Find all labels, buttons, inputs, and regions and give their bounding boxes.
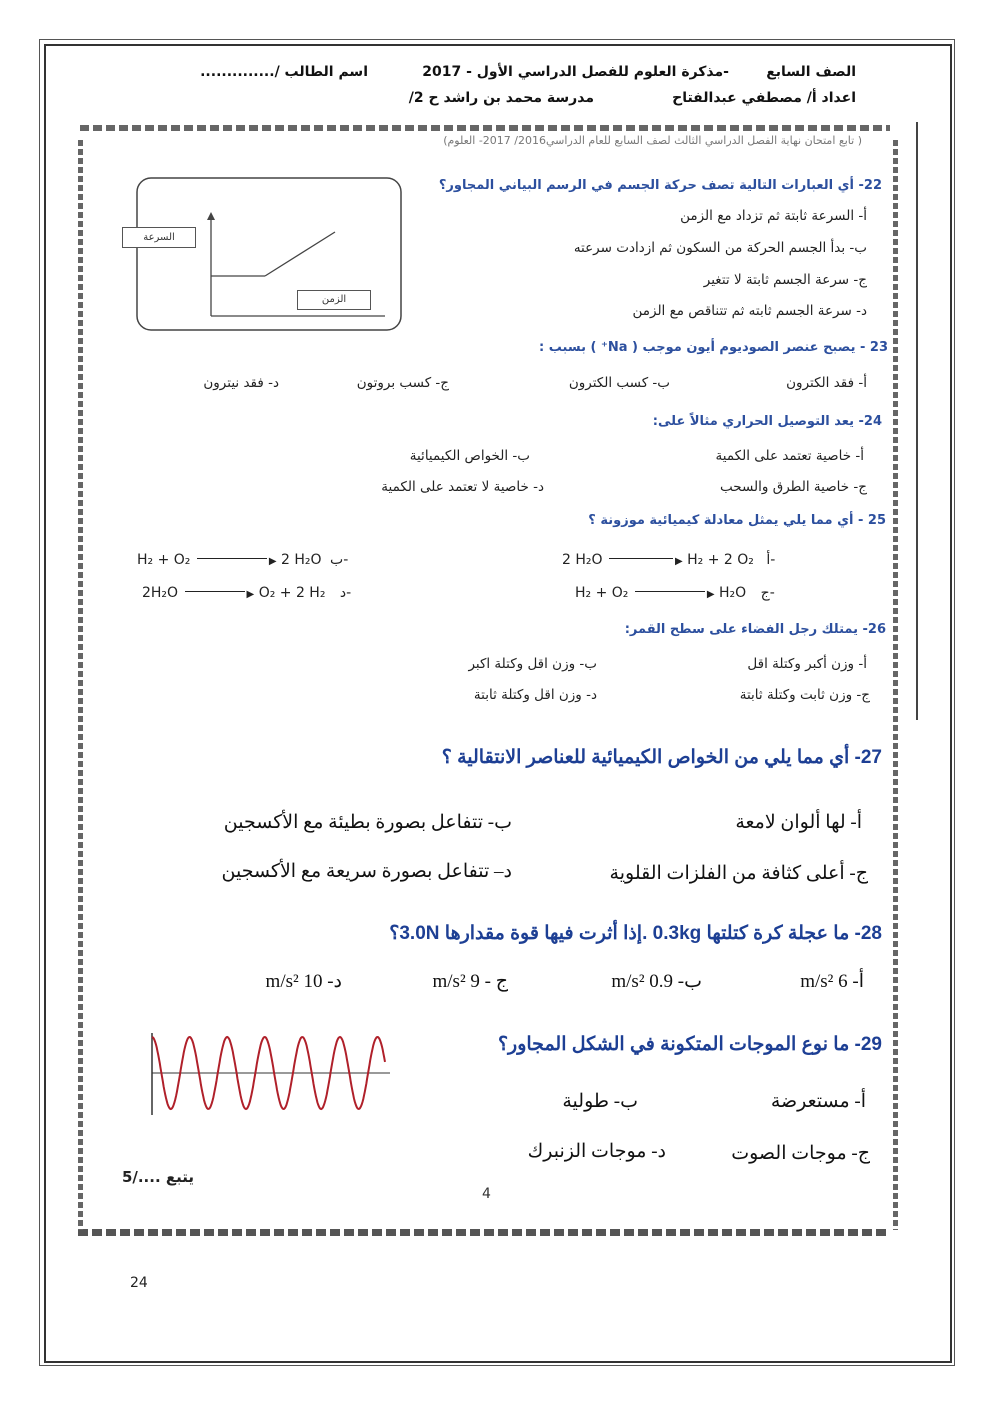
q22-text: 22- أي العبارات التالية تصف حركة الجسم في الرسم البياني المجاور؟ xyxy=(438,178,882,193)
q26-option-d: د- وزن اقل وكتلة ثابتة xyxy=(473,687,597,703)
q22-option-d: د- سرعة الجسم ثابته ثم تتناقص مع الزمن xyxy=(632,303,867,319)
q24-option-a: أ- خاصية تعتمد على الكمية xyxy=(715,448,864,464)
q23-option-d: د- فقد نيترون xyxy=(203,375,279,391)
q25-d-label: د- xyxy=(339,585,352,601)
arrow-icon xyxy=(185,591,245,592)
q25-option-a: 2 H₂O ▶ H₂ + 2 O₂ أ- xyxy=(562,552,776,568)
q22-option-c: ج- سرعة الجسم ثابتة لا تتغير xyxy=(703,272,867,288)
q24-text: 24- يعد التوصيل الحراري مثالاً على: xyxy=(652,414,882,429)
q29-text: 29- ما نوع الموجات المتكونة في الشكل المجاور؟ xyxy=(497,1034,882,1055)
q27-option-c: ج- أعلى كثافة من الفلزات القلوية xyxy=(609,863,868,884)
q27-option-b: ب- تتفاعل بصورة بطيئة مع الأكسجين xyxy=(223,812,512,833)
q24-option-d: د- خاصية لا تعتمد على الكمية xyxy=(381,479,544,495)
decorative-border-left xyxy=(78,140,83,1230)
header-school: مدرسة محمد بن راشد ح 2/ xyxy=(408,90,594,106)
scan-edge-line xyxy=(916,122,918,720)
exam-banner: ( تابع امتحان نهاية الفصل الدراسي الثالث لصف السابع للعام الدراسي2016/ 2017- العلوم) xyxy=(443,134,862,147)
q25-c-left: H₂ + O₂ xyxy=(575,585,629,601)
arrow-icon xyxy=(197,558,267,559)
q29-transverse-wave-figure xyxy=(145,1025,395,1125)
q29-option-d: د- موجات الزنبرك xyxy=(527,1141,666,1162)
q25-c-label: ج- xyxy=(760,585,775,601)
q28-option-c: ج - 9 m/s² xyxy=(432,971,508,992)
q23-option-a: أ- فقد الكترون xyxy=(786,375,867,391)
q25-d-left: 2H₂O xyxy=(142,585,179,601)
q24-option-c: ج- خاصية الطرق والسحب xyxy=(720,479,867,495)
q25-a-label: أ- xyxy=(766,552,776,568)
q23-option-c: ج- كسب بروتون xyxy=(356,375,449,391)
q25-text: 25 - أي مما يلي يمثل معادلة كيميائية موزونة ؟ xyxy=(588,513,886,528)
header-subject: -مذكرة العلوم للفصل الدراسي الأول - 2017 xyxy=(422,64,729,80)
q27-text: 27- أي مما يلي من الخواص الكيميائية للعناصر الانتقالية ؟ xyxy=(441,747,882,768)
q28-option-b: ب- 0.9 m/s² xyxy=(611,971,702,992)
header-student-name: اسم الطالب /.............. xyxy=(200,64,368,80)
q28-text: 28- ما عجلة كرة كتلتها 0.3kg .إذا أثرت فيها قوة مقدارها 3.0N؟ xyxy=(389,923,882,944)
q25-option-c: H₂ + O₂ ▶ H₂O ج- xyxy=(575,585,775,601)
q25-d-right: O₂ + 2 H₂ xyxy=(258,585,326,601)
q29-option-c: ج- موجات الصوت xyxy=(731,1143,870,1164)
q28-option-d: د- 10 m/s² xyxy=(265,971,342,992)
q29-option-a: أ- مستعرضة xyxy=(770,1091,866,1112)
q26-text: 26- يمتلك رجل الفضاء على سطح القمر: xyxy=(624,622,886,637)
inner-page-number: 4 xyxy=(482,1186,491,1202)
decorative-border-top xyxy=(80,125,890,131)
q25-b-left: H₂ + O₂ xyxy=(137,552,191,568)
q23-option-b: ب- كسب الكترون xyxy=(568,375,670,391)
q24-option-b: ب- الخواص الكيميائية xyxy=(409,448,530,464)
q25-b-label: ب- xyxy=(330,552,349,568)
decorative-border-bottom xyxy=(78,1229,890,1236)
q25-c-right: H₂O xyxy=(719,585,747,601)
q25-b-right: 2 H₂O xyxy=(281,552,322,568)
arrow-icon xyxy=(635,591,705,592)
q27-option-d: د– تتفاعل بصورة سريعة مع الأكسجين xyxy=(221,861,512,882)
page-number: 24 xyxy=(130,1275,148,1291)
q26-option-c: ج- وزن ثابت وكتلة ثابتة xyxy=(739,687,870,703)
q22-graph-y-label: السرعة xyxy=(122,227,196,248)
q25-option-b: H₂ + O₂ ▶ 2 H₂O ب- xyxy=(137,552,349,568)
q26-option-b: ب- وزن اقل وكتلة اكبر xyxy=(468,656,597,672)
q22-graph-x-label: الزمن xyxy=(297,290,371,310)
q23-text: 23 - يصبح عنصر الصوديوم أيون موجب ( Na⁺ ) بسبب : xyxy=(539,340,888,355)
q25-option-d: 2H₂O ▶ O₂ + 2 H₂ د- xyxy=(142,585,352,601)
q25-a-left: 2 H₂O xyxy=(562,552,603,568)
q28-option-a: أ- 6 m/s² xyxy=(800,971,864,992)
q29-option-b: ب- طولية xyxy=(562,1091,638,1112)
header-prepared-by: اعداد أ/ مصطفي عبدالفتاح xyxy=(672,90,856,106)
header-grade: الصف السابع xyxy=(766,64,856,80)
decorative-border-right xyxy=(893,140,898,1230)
q22-option-a: أ- السرعة ثابتة ثم تزداد مع الزمن xyxy=(680,208,867,224)
q22-speed-time-graph xyxy=(135,176,405,336)
continue-note: يتبع ..../5 xyxy=(121,1168,194,1186)
q26-option-a: أ- وزن أكبر وكتلة اقل xyxy=(747,656,867,672)
q25-a-right: H₂ + 2 O₂ xyxy=(687,552,754,568)
arrow-icon xyxy=(609,558,673,559)
q22-option-b: ب- بدأ الجسم الحركة من السكون ثم ازدادت سرعته xyxy=(573,240,867,256)
q27-option-a: أ- لها ألوان لامعة xyxy=(735,812,862,833)
